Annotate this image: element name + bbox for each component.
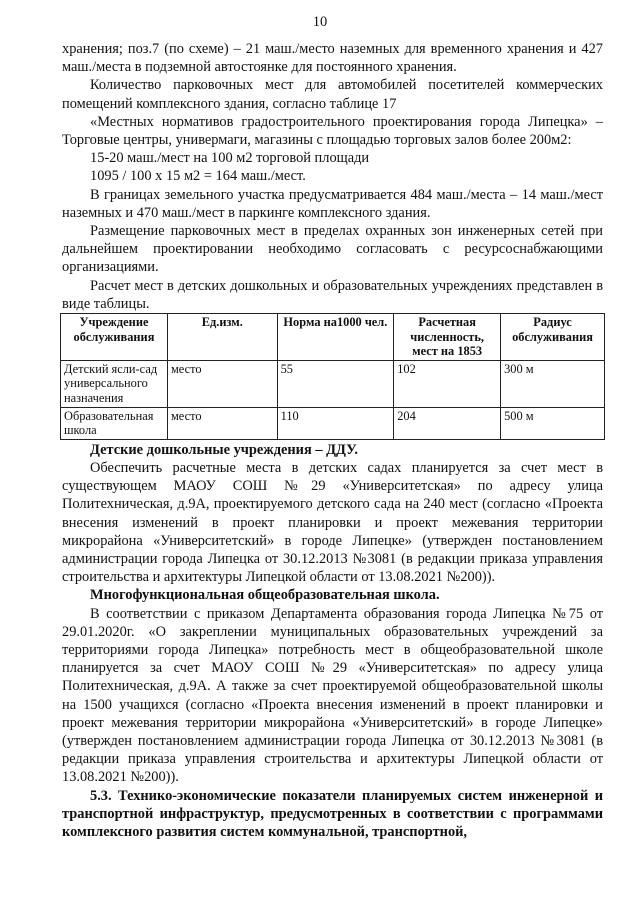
table-cell: 500 м xyxy=(501,407,605,439)
paragraph-ddu: Обеспечить расчетные места в детских садах планируется за счет мест в существующем МАОУ СОШ №29 «Университетская» по адресу улица Политехническая, д.9А, проектируемого детского сада на 240 мест (согласно «Проекта внесения изменений в проект планировки и проект межевания территории микрорайона «Университетский» в городе Липецке» (утвержден постановлением администрации города Липецка от 30.12.2013 №3081 (в редакции приказа управления строительства и архитектуры Липецкой области от 13.08.2021 №200)). xyxy=(62,460,603,586)
table-row xyxy=(61,407,605,439)
paragraph-norm-rate: 15-20 маш./мест на 100 м2 торговой площади xyxy=(90,150,370,167)
paragraph-parking-storage: хранения; поз.7 (по схеме) – 21 маш./место наземных для временного хранения и 427 маш./места в подземной автостоянке для постоянного хранения. xyxy=(62,41,603,76)
paragraph-visitor-parking: Количество парковочных мест для автомобилей посетителей коммерческих помещений комплексного здания, согласно таблице 17 xyxy=(62,77,603,112)
section-heading-ddu: Детские дошкольные учреждения – ДДУ. xyxy=(90,441,358,458)
paragraph-protection-zones: Размещение парковочных мест в пределах охранных зон инженерных сетей при дальнейшем проектировании необходимо согласовать с ресурсоснабжающими организациями. xyxy=(62,223,603,276)
table-row xyxy=(61,360,605,407)
page-number: 10 xyxy=(312,14,328,30)
paragraph-parking-total: В границах земельного участка предусматривается 484 маш./места – 14 маш./мест наземных и 470 маш./мест в паркинге комплексного здания. xyxy=(62,186,603,221)
institutions-table xyxy=(60,313,605,440)
page-content xyxy=(62,40,603,841)
paragraph-school: В соответствии с приказом Департамента образования города Липецка №75 от 29.01.2020г. «О закреплении муниципальных образовательных учреждений за территориями города Липецка» потребность мест в общеобразовательной школе планируется за счет МАОУ СОШ №29 «Университетская» по адресу улица Политехническая, д.9А. А также за счет проектируемой общеобразовательной школы на 1500 учащихся (согласно «Проекта внесения изменений в проект планировки и проект межевания территории микрорайона «Университетский» в городе Липецке» (утвержден постановлением администрации города Липецка от 30.12.2013 №3081 (в редакции приказа управления строительства и архитектуры Липецкой области от 13.08.2021 №200)). xyxy=(62,605,603,786)
table-cell: место xyxy=(167,360,277,407)
table-cell: 204 xyxy=(394,407,501,439)
paragraph-calculation: 1095 / 100 х 15 м2 = 164 маш./мест. xyxy=(90,168,306,185)
table-header-cell: Ед.изм. xyxy=(167,314,277,361)
table-cell: место xyxy=(167,407,277,439)
table-header-cell: Радиус обслуживания xyxy=(501,314,605,361)
table-cell: Детский ясли-сад универсального назначения xyxy=(61,360,168,407)
paragraph-norms-reference: «Местных нормативов градостроительного проектирования города Липецка» – Торговые центры, универмаги, магазины с площадью торговых залов более 200м2: xyxy=(62,113,603,149)
table-header-row xyxy=(61,314,605,361)
section-heading-school: Многофункциональная общеобразовательная школа. xyxy=(90,587,440,604)
table-cell: Образовательная школа xyxy=(61,407,168,439)
section-heading-5-3: 5.3. Технико-экономические показатели планируемых систем инженерной и транспортной инфраструктур, предусмотренных в соответствии с программами комплексного развития систем коммунальной, транспортной, xyxy=(62,787,603,841)
table-header-cell: Расчетная численность, мест на 1853 xyxy=(394,314,501,361)
table-cell: 102 xyxy=(394,360,501,407)
table-cell: 110 xyxy=(277,407,394,439)
table-cell: 300 м xyxy=(501,360,605,407)
table-cell: 55 xyxy=(277,360,394,407)
table-header-cell: Учреждение обслуживания xyxy=(61,314,168,361)
paragraph-table-intro: Расчет мест в детских дошкольных и образовательных учреждениях представлен в виде таблицы. xyxy=(62,277,603,312)
table-header-cell: Норма на1000 чел. xyxy=(277,314,394,361)
